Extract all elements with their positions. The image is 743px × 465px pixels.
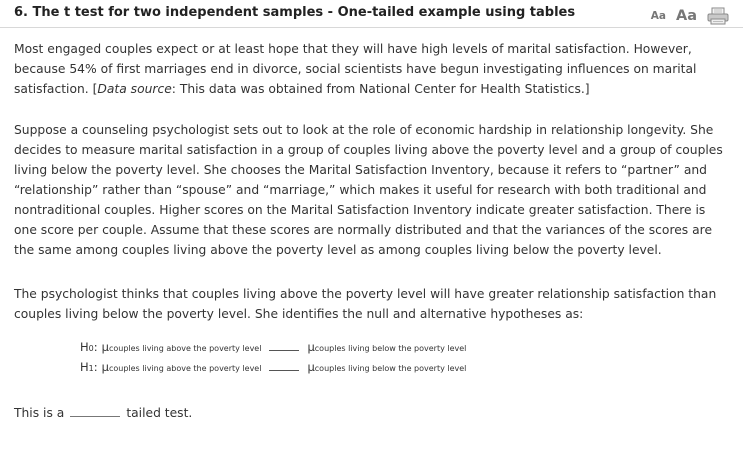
tail-prefix: This is a <box>14 406 65 420</box>
question-title: 6. The t test for two independent samples - One-tailed example using tables <box>14 5 576 20</box>
hypothesis-intro-paragraph: The psychologist thinks that couples living above the poverty level will have greater relationship satisfaction than couples living below the poverty level. She identifies the null and alternative hypotheses as: <box>14 287 717 321</box>
scenario-paragraph: Suppose a counseling psychologist sets out to look at the role of economic hardship in relationship longevity. She decides to measure marital satisfaction in a group of couples living above the poverty level and a group of couples living below the poverty level. She chooses the Marital Satisfaction Inventory, because it refers to “partner” and “relationship” rather than “spouse” and “marriage,” which makes it useful for research with both traditional and nontraditional couples. Higher scores on the Marital Satisfaction Inventory indicate greater satisfaction. There is one score per couple. Assume that these scores are normally distributed and that the variances of the scores are the same among couples living above the poverty level as among couples living below the poverty level. <box>14 123 723 257</box>
h0-mu-left: μ <box>101 340 109 354</box>
h1-mu-left: μ <box>101 360 109 374</box>
h0-subscript: 0 <box>88 344 94 353</box>
header-divider <box>0 27 743 28</box>
font-size-large-button[interactable]: Aa <box>675 8 697 24</box>
data-source-label: Data source <box>97 82 172 96</box>
intro-paragraph <box>14 39 726 99</box>
printer-icon[interactable] <box>707 7 729 25</box>
intro-text-2: : This data was obtained from National Center for Health Statistics.] <box>171 82 590 96</box>
h0-right-group: couples living below the poverty level <box>314 344 467 353</box>
h0-mu-right: μ <box>307 340 315 354</box>
h1-right-group: couples living below the poverty level <box>314 364 467 373</box>
h0-left-group: couples living above the poverty level <box>108 344 262 353</box>
tail-suffix: tailed test. <box>126 406 193 420</box>
intro-text-1: Most engaged couples expect or at least hope that they will have high levels of marital satisfaction. However, because 54% of first marriages end in divorce, social scientists have begun investigating influences on marital satisfaction. [ <box>14 42 697 96</box>
h1-colon: : <box>93 360 98 374</box>
alternative-hypothesis <box>80 360 466 380</box>
h1-operator-dropdown[interactable] <box>269 360 299 371</box>
font-size-small-button[interactable]: Aa <box>650 10 666 22</box>
tail-type-dropdown[interactable] <box>70 402 120 417</box>
h1-subscript: 1 <box>88 364 94 373</box>
h0-colon: : <box>93 340 98 354</box>
question-header <box>14 5 729 27</box>
text-tools <box>651 5 729 27</box>
h1-left-group: couples living above the poverty level <box>108 364 262 373</box>
h1-label: H <box>80 360 89 374</box>
tail-question <box>14 402 192 422</box>
h1-mu-right: μ <box>307 360 315 374</box>
h0-operator-dropdown[interactable] <box>269 340 299 351</box>
null-hypothesis <box>80 340 466 360</box>
h0-label: H <box>80 340 89 354</box>
